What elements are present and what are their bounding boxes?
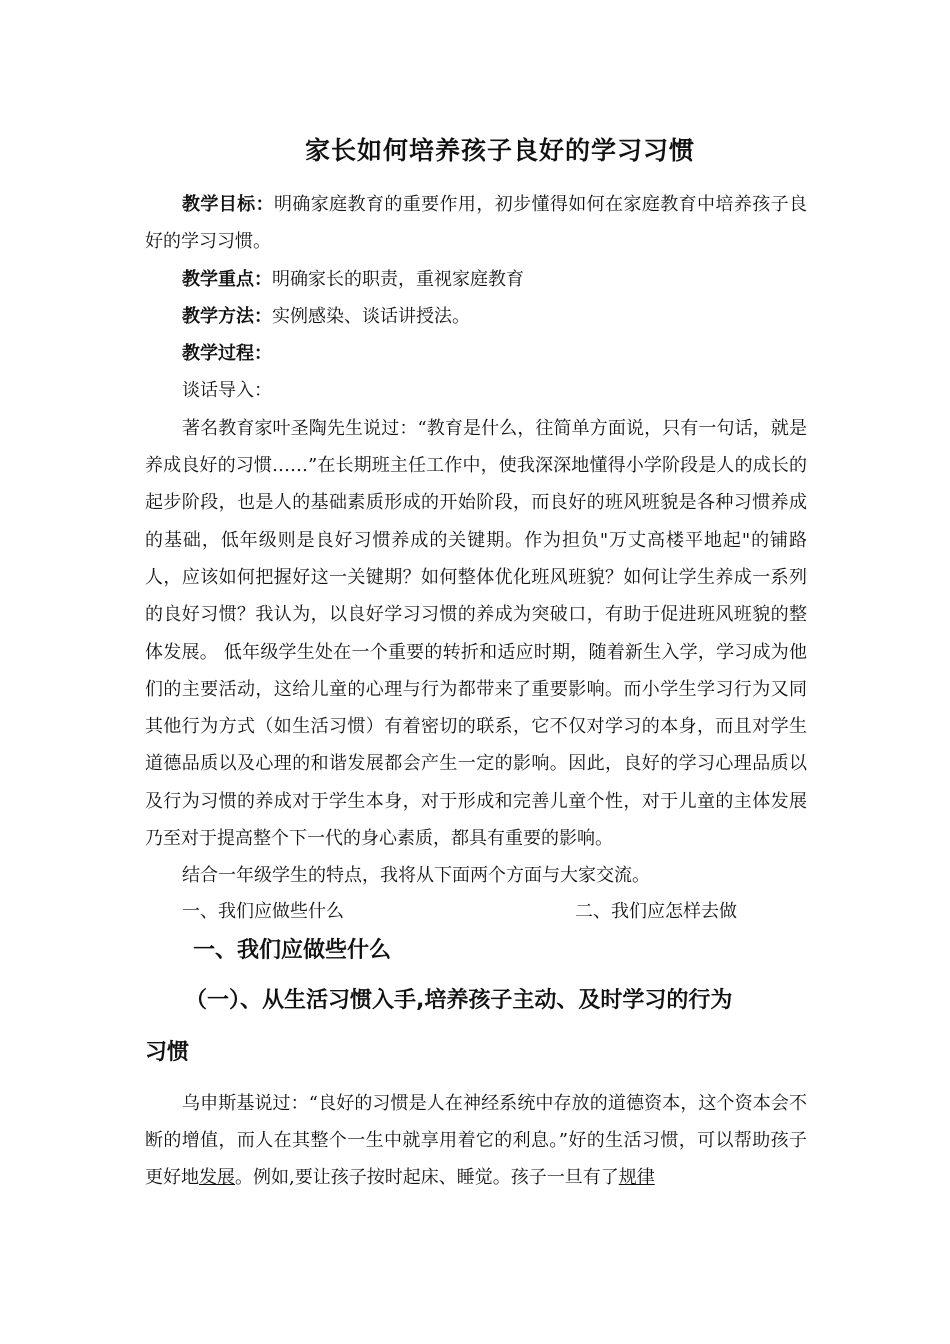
process-label: 教学过程： [182,343,272,365]
section-heading-1: 一、我们应做些什么 [193,937,392,963]
intro-label: 谈话导入： [182,380,272,402]
paragraph-ushinsky-text-1: 乌申斯基说过：“良好的习惯是人在神经系统中存放的道德资本，这个资本会不断的增值，而人在其整个一生中就享用着它的利息。”好的生活习惯，可以帮助孩子更好地 [145,1092,807,1189]
document-body [145,186,807,1197]
key-points-label: 教学重点： [182,268,272,290]
objectives-label: 教学目标： [182,194,274,215]
methods-paragraph [145,298,807,335]
process-paragraph [145,335,807,372]
subsection-heading-line-1: （一）、从生活习惯入手,培养孩子主动、及时学习的行为 [185,987,733,1013]
document-title: 家长如何培养孩子良好的学习习惯 [304,136,695,165]
objectives-paragraph [145,186,807,261]
paragraph-quote-ye-shengtao: 著名教育家叶圣陶先生说过：“教育是什么，往简单方面说，只有一句话，就是养成良好的习惯……”在长期班主任工作中，使我深深地懂得小学阶段是人的成长的起步阶段，也是人的基础素质形成的开始阶段，而良好的班风班貌是各种习惯养成的基础，低年级则是良好习惯养成的关键期。作为担负"万丈高楼平地起"的铺路人，应该如何把握好这一关键期？如何整体优化班风班貌？如何让学生养成一系列的良好习惯？我认为，以良好学习习惯的养成为突破口，有助于促进班风班貌的整体发展。 低年级学生处在一个重要的转折和适应时期，随着新生入学，学习成为他们的主要活动，这给儿童的心理与行为都带来了重要影响。而小学生学习行为又同其他行为方式（如生活习惯）有着密切的联系，它不仅对学习的本身，而且对学生道德品质以及心理的和谐发展都会产生一定的影响。因此，良好的学习心理品质以及行为习惯的养成对于学生本身，对于形成和完善儿童个性，对于儿童的主体发展乃至对于提高整个下一代的身心素质，都具有重要的影响。 [145,417,807,850]
outline-row [145,895,807,929]
subsection-heading-line-2: 习惯 [145,1039,190,1065]
development-link[interactable]: 发展 [199,1167,235,1189]
paragraph-overview: 结合一年级学生的特点，我将从下面两个方面与大家交流。 [182,865,650,887]
subsection-heading-1 [145,975,807,1079]
regularity-link[interactable]: 规律 [618,1167,655,1189]
objectives-text: 明确家庭教育的重要作用，初步懂得如何在家庭教育中培养孩子良好的学习习惯。 [145,194,808,253]
paragraph-ushinsky-quote [145,1085,807,1197]
methods-text: 实例感染、谈话讲授法。 [272,305,470,327]
methods-label: 教学方法： [182,305,272,327]
outline-item-2: 二、我们应怎样去做 [575,900,737,922]
paragraph-ushinsky-text-2: 。例如,要让孩子按时起床、睡觉。孩子一旦有了 [235,1167,619,1189]
key-points-text: 明确家长的职责，重视家庭教育 [272,268,524,290]
outline-item-1: 一、我们应做些什么 [182,900,344,922]
key-points-paragraph [145,261,807,298]
